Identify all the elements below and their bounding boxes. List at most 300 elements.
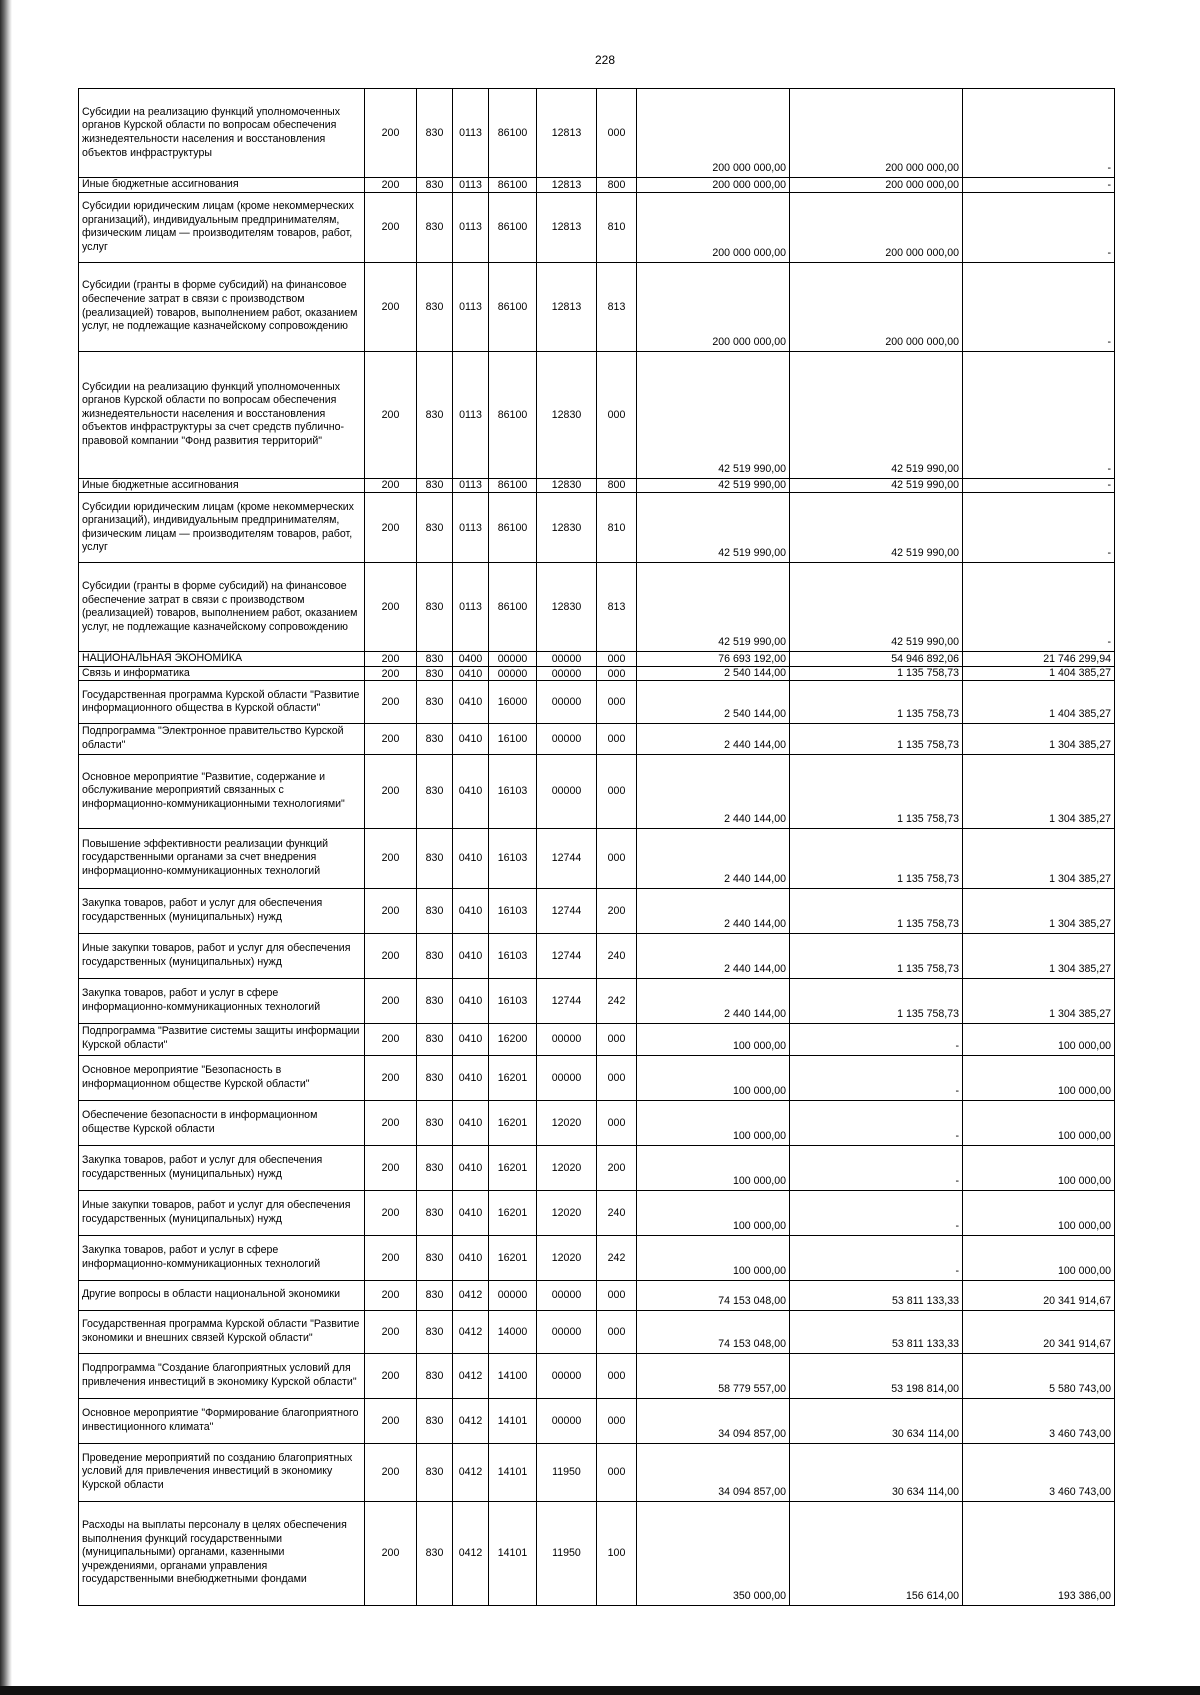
- amount-cell: 42 519 990,00: [637, 493, 790, 563]
- code-cell: 16103: [489, 978, 537, 1023]
- code-cell: 200: [597, 1145, 637, 1190]
- table-row: [79, 1501, 1115, 1605]
- amount-cell: 2 440 144,00: [637, 888, 790, 933]
- amount-cell: 1 135 758,73: [790, 681, 963, 724]
- code-cell: 86100: [489, 192, 537, 262]
- code-cell: 16000: [489, 681, 537, 724]
- code-cell: 830: [417, 1190, 453, 1235]
- code-cell: 86100: [489, 262, 537, 351]
- code-cell: 0412: [453, 1398, 489, 1443]
- table-row: [79, 1145, 1115, 1190]
- row-name-cell: Субсидии (гранты в форме субсидий) на финансовое обеспечение затрат в связи с производством (реализацией) товаров, выполнением работ, оказанием услуг, не подлежащие казначейскому сопровождению: [79, 262, 365, 351]
- amount-cell: 1 135 758,73: [790, 724, 963, 754]
- amount-cell: 193 386,00: [963, 1501, 1115, 1605]
- amount-cell: 30 634 114,00: [790, 1398, 963, 1443]
- table-row: [79, 563, 1115, 652]
- budget-table-body: [79, 89, 1115, 1606]
- row-name-cell: НАЦИОНАЛЬНАЯ ЭКОНОМИКА: [79, 652, 365, 667]
- code-cell: 0410: [453, 1055, 489, 1100]
- amount-cell: 200 000 000,00: [637, 262, 790, 351]
- amount-cell: 1 135 758,73: [790, 888, 963, 933]
- amount-cell: 20 341 914,67: [963, 1280, 1115, 1310]
- code-cell: 200: [365, 1443, 417, 1501]
- code-cell: 16201: [489, 1145, 537, 1190]
- amount-cell: 1 404 385,27: [963, 666, 1115, 681]
- table-row: [79, 89, 1115, 178]
- code-cell: 0410: [453, 1145, 489, 1190]
- table-row: [79, 652, 1115, 667]
- table-row: [79, 1055, 1115, 1100]
- amount-cell: 1 304 385,27: [963, 754, 1115, 828]
- code-cell: 0410: [453, 754, 489, 828]
- amount-cell: 20 341 914,67: [963, 1310, 1115, 1353]
- code-cell: 000: [597, 1023, 637, 1055]
- amount-cell: -: [790, 1100, 963, 1145]
- code-cell: 12813: [537, 262, 597, 351]
- code-cell: 200: [365, 1280, 417, 1310]
- amount-cell: -: [790, 1023, 963, 1055]
- row-name-cell: Обеспечение безопасности в информационном обществе Курской области: [79, 1100, 365, 1145]
- code-cell: 000: [597, 754, 637, 828]
- amount-cell: 100 000,00: [963, 1055, 1115, 1100]
- code-cell: 240: [597, 933, 637, 978]
- amount-cell: 34 094 857,00: [637, 1443, 790, 1501]
- code-cell: 000: [597, 1443, 637, 1501]
- amount-cell: 100 000,00: [963, 1235, 1115, 1280]
- code-cell: 242: [597, 1235, 637, 1280]
- code-cell: 000: [597, 351, 637, 478]
- code-cell: 00000: [537, 1398, 597, 1443]
- code-cell: 800: [597, 478, 637, 493]
- amount-cell: 156 614,00: [790, 1501, 963, 1605]
- code-cell: 000: [597, 681, 637, 724]
- code-cell: 830: [417, 1235, 453, 1280]
- amount-cell: 74 153 048,00: [637, 1280, 790, 1310]
- amount-cell: -: [963, 493, 1115, 563]
- code-cell: 0113: [453, 89, 489, 178]
- table-row: [79, 262, 1115, 351]
- code-cell: 00000: [537, 652, 597, 667]
- code-cell: 000: [597, 1280, 637, 1310]
- code-cell: 16201: [489, 1235, 537, 1280]
- amount-cell: 1 304 385,27: [963, 888, 1115, 933]
- amount-cell: -: [963, 262, 1115, 351]
- amount-cell: 100 000,00: [963, 1100, 1115, 1145]
- code-cell: 200: [365, 1310, 417, 1353]
- amount-cell: -: [790, 1145, 963, 1190]
- amount-cell: 100 000,00: [637, 1055, 790, 1100]
- code-cell: 830: [417, 1100, 453, 1145]
- amount-cell: 100 000,00: [637, 1235, 790, 1280]
- table-row: [79, 1100, 1115, 1145]
- code-cell: 830: [417, 1145, 453, 1190]
- code-cell: 0410: [453, 978, 489, 1023]
- code-cell: 0410: [453, 724, 489, 754]
- code-cell: 0410: [453, 681, 489, 724]
- code-cell: 830: [417, 754, 453, 828]
- amount-cell: 53 811 133,33: [790, 1310, 963, 1353]
- code-cell: 0113: [453, 192, 489, 262]
- amount-cell: 100 000,00: [637, 1023, 790, 1055]
- code-cell: 86100: [489, 89, 537, 178]
- code-cell: 200: [365, 1398, 417, 1443]
- amount-cell: 100 000,00: [637, 1145, 790, 1190]
- code-cell: 0410: [453, 666, 489, 681]
- code-cell: 830: [417, 724, 453, 754]
- amount-cell: 200 000 000,00: [790, 178, 963, 193]
- code-cell: 830: [417, 652, 453, 667]
- code-cell: 86100: [489, 351, 537, 478]
- code-cell: 240: [597, 1190, 637, 1235]
- row-name-cell: Субсидии юридическим лицам (кроме некоммерческих организаций), индивидуальным предпринимателям, физическим лицам — производителям товаров, работ, услуг: [79, 493, 365, 563]
- amount-cell: 100 000,00: [963, 1145, 1115, 1190]
- code-cell: 11950: [537, 1443, 597, 1501]
- row-name-cell: Основное мероприятие "Безопасность в информационном обществе Курской области": [79, 1055, 365, 1100]
- amount-cell: 1 135 758,73: [790, 666, 963, 681]
- row-name-cell: Подпрограмма "Развитие системы защиты информации Курской области": [79, 1023, 365, 1055]
- code-cell: 200: [365, 652, 417, 667]
- table-row: [79, 754, 1115, 828]
- table-row: [79, 1190, 1115, 1235]
- code-cell: 830: [417, 1501, 453, 1605]
- amount-cell: 2 440 144,00: [637, 754, 790, 828]
- code-cell: 00000: [489, 652, 537, 667]
- table-row: [79, 1310, 1115, 1353]
- code-cell: 830: [417, 1353, 453, 1398]
- table-row: [79, 1398, 1115, 1443]
- code-cell: 16201: [489, 1055, 537, 1100]
- code-cell: 00000: [537, 681, 597, 724]
- amount-cell: -: [790, 1190, 963, 1235]
- code-cell: 0410: [453, 1235, 489, 1280]
- code-cell: 830: [417, 262, 453, 351]
- code-cell: 200: [365, 1353, 417, 1398]
- amount-cell: 1 304 385,27: [963, 978, 1115, 1023]
- amount-cell: 200 000 000,00: [790, 262, 963, 351]
- code-cell: 0412: [453, 1443, 489, 1501]
- amount-cell: -: [963, 192, 1115, 262]
- code-cell: 12830: [537, 351, 597, 478]
- amount-cell: 54 946 892,06: [790, 652, 963, 667]
- table-row: [79, 681, 1115, 724]
- code-cell: 14100: [489, 1353, 537, 1398]
- row-name-cell: Субсидии на реализацию функций уполномоченных органов Курской области по вопросам обеспечения жизнедеятельности населения и восстановления объектов инфраструктуры за счет средств публично-правовой компании "Фонд развития территорий": [79, 351, 365, 478]
- code-cell: 200: [365, 1190, 417, 1235]
- code-cell: 12830: [537, 478, 597, 493]
- amount-cell: 200 000 000,00: [790, 89, 963, 178]
- amount-cell: 200 000 000,00: [637, 89, 790, 178]
- code-cell: 100: [597, 1501, 637, 1605]
- code-cell: 830: [417, 978, 453, 1023]
- code-cell: 12830: [537, 563, 597, 652]
- code-cell: 00000: [537, 1353, 597, 1398]
- code-cell: 00000: [537, 1023, 597, 1055]
- code-cell: 0412: [453, 1501, 489, 1605]
- code-cell: 0410: [453, 1190, 489, 1235]
- row-name-cell: Государственная программа Курской области "Развитие экономики и внешних связей Курской области": [79, 1310, 365, 1353]
- code-cell: 830: [417, 192, 453, 262]
- code-cell: 0113: [453, 563, 489, 652]
- code-cell: 242: [597, 978, 637, 1023]
- code-cell: 16103: [489, 888, 537, 933]
- code-cell: 813: [597, 563, 637, 652]
- table-row: [79, 1023, 1115, 1055]
- code-cell: 16103: [489, 828, 537, 888]
- code-cell: 12020: [537, 1145, 597, 1190]
- code-cell: 16100: [489, 724, 537, 754]
- amount-cell: 74 153 048,00: [637, 1310, 790, 1353]
- amount-cell: 42 519 990,00: [790, 351, 963, 478]
- code-cell: 0113: [453, 351, 489, 478]
- row-name-cell: Закупка товаров, работ и услуг в сфере информационно-коммуникационных технологий: [79, 978, 365, 1023]
- row-name-cell: Расходы на выплаты персоналу в целях обеспечения выполнения функций государственными (муниципальными) органами, казенными учреждениями, органами управления государственными внебюджетными фондами: [79, 1501, 365, 1605]
- amount-cell: 42 519 990,00: [637, 351, 790, 478]
- code-cell: 000: [597, 1310, 637, 1353]
- amount-cell: 100 000,00: [637, 1190, 790, 1235]
- row-name-cell: Государственная программа Курской области "Развитие информационного общества в Курской области": [79, 681, 365, 724]
- code-cell: 86100: [489, 563, 537, 652]
- code-cell: 12744: [537, 978, 597, 1023]
- code-cell: 830: [417, 933, 453, 978]
- code-cell: 200: [365, 666, 417, 681]
- code-cell: 12813: [537, 178, 597, 193]
- code-cell: 200: [365, 978, 417, 1023]
- row-name-cell: Иные бюджетные ассигнования: [79, 178, 365, 193]
- code-cell: 00000: [489, 1280, 537, 1310]
- row-name-cell: Субсидии юридическим лицам (кроме некоммерческих организаций), индивидуальным предпринимателям, физическим лицам — производителям товаров, работ, услуг: [79, 192, 365, 262]
- table-row: [79, 1443, 1115, 1501]
- amount-cell: 1 135 758,73: [790, 978, 963, 1023]
- table-row: [79, 1235, 1115, 1280]
- code-cell: 830: [417, 1055, 453, 1100]
- code-cell: 00000: [537, 754, 597, 828]
- table-row: [79, 978, 1115, 1023]
- code-cell: 000: [597, 666, 637, 681]
- code-cell: 12830: [537, 493, 597, 563]
- table-row: [79, 888, 1115, 933]
- amount-cell: 53 811 133,33: [790, 1280, 963, 1310]
- code-cell: 830: [417, 1443, 453, 1501]
- amount-cell: 42 519 990,00: [790, 493, 963, 563]
- row-name-cell: Основное мероприятие "Формирование благоприятного инвестиционного климата": [79, 1398, 365, 1443]
- row-name-cell: Закупка товаров, работ и услуг для обеспечения государственных (муниципальных) нужд: [79, 1145, 365, 1190]
- code-cell: 00000: [537, 1055, 597, 1100]
- amount-cell: 1 404 385,27: [963, 681, 1115, 724]
- code-cell: 200: [365, 178, 417, 193]
- code-cell: 000: [597, 1100, 637, 1145]
- code-cell: 86100: [489, 478, 537, 493]
- amount-cell: 350 000,00: [637, 1501, 790, 1605]
- code-cell: 14101: [489, 1501, 537, 1605]
- page-number: 228: [594, 53, 616, 67]
- table-row: [79, 178, 1115, 193]
- code-cell: 14000: [489, 1310, 537, 1353]
- code-cell: 16200: [489, 1023, 537, 1055]
- amount-cell: 2 540 144,00: [637, 666, 790, 681]
- row-name-cell: Другие вопросы в области национальной экономики: [79, 1280, 365, 1310]
- code-cell: 0113: [453, 262, 489, 351]
- code-cell: 200: [365, 262, 417, 351]
- code-cell: 830: [417, 351, 453, 478]
- code-cell: 830: [417, 888, 453, 933]
- code-cell: 16201: [489, 1190, 537, 1235]
- code-cell: 000: [597, 652, 637, 667]
- code-cell: 200: [365, 933, 417, 978]
- amount-cell: 2 440 144,00: [637, 724, 790, 754]
- code-cell: 000: [597, 828, 637, 888]
- table-row: [79, 666, 1115, 681]
- code-cell: 14101: [489, 1398, 537, 1443]
- code-cell: 800: [597, 178, 637, 193]
- code-cell: 0410: [453, 933, 489, 978]
- amount-cell: 21 746 299,94: [963, 652, 1115, 667]
- code-cell: 813: [597, 262, 637, 351]
- amount-cell: 1 135 758,73: [790, 828, 963, 888]
- code-cell: 830: [417, 1280, 453, 1310]
- table-row: [79, 933, 1115, 978]
- code-cell: 86100: [489, 178, 537, 193]
- table-row: [79, 828, 1115, 888]
- code-cell: 16103: [489, 933, 537, 978]
- code-cell: 830: [417, 681, 453, 724]
- code-cell: 830: [417, 563, 453, 652]
- code-cell: 00000: [537, 1280, 597, 1310]
- row-name-cell: Иные бюджетные ассигнования: [79, 478, 365, 493]
- code-cell: 00000: [537, 1310, 597, 1353]
- code-cell: 830: [417, 828, 453, 888]
- code-cell: 0410: [453, 1023, 489, 1055]
- code-cell: 0410: [453, 828, 489, 888]
- amount-cell: 1 304 385,27: [963, 724, 1115, 754]
- code-cell: 830: [417, 1398, 453, 1443]
- amount-cell: 42 519 990,00: [637, 563, 790, 652]
- code-cell: 00000: [537, 724, 597, 754]
- code-cell: 14101: [489, 1443, 537, 1501]
- code-cell: 200: [365, 724, 417, 754]
- code-cell: 12020: [537, 1235, 597, 1280]
- code-cell: 000: [597, 1398, 637, 1443]
- table-row: [79, 493, 1115, 563]
- row-name-cell: Связь и информатика: [79, 666, 365, 681]
- code-cell: 200: [365, 563, 417, 652]
- code-cell: 200: [365, 1055, 417, 1100]
- amount-cell: 76 693 192,00: [637, 652, 790, 667]
- code-cell: 12744: [537, 888, 597, 933]
- amount-cell: 100 000,00: [637, 1100, 790, 1145]
- amount-cell: 1 135 758,73: [790, 754, 963, 828]
- amount-cell: 100 000,00: [963, 1023, 1115, 1055]
- row-name-cell: Подпрограмма "Электронное правительство Курской области": [79, 724, 365, 754]
- amount-cell: -: [963, 89, 1115, 178]
- code-cell: 000: [597, 1353, 637, 1398]
- code-cell: 0113: [453, 493, 489, 563]
- amount-cell: 100 000,00: [963, 1190, 1115, 1235]
- amount-cell: 200 000 000,00: [637, 192, 790, 262]
- code-cell: 12813: [537, 192, 597, 262]
- table-row: [79, 1280, 1115, 1310]
- table-row: [79, 724, 1115, 754]
- code-cell: 200: [365, 888, 417, 933]
- budget-table: [78, 88, 1115, 1606]
- scan-bottom-edge: [0, 1686, 1200, 1695]
- amount-cell: -: [790, 1055, 963, 1100]
- row-name-cell: Иные закупки товаров, работ и услуг для обеспечения государственных (муниципальных) нужд: [79, 1190, 365, 1235]
- code-cell: 830: [417, 89, 453, 178]
- amount-cell: 53 198 814,00: [790, 1353, 963, 1398]
- code-cell: 200: [365, 478, 417, 493]
- table-row: [79, 1353, 1115, 1398]
- amount-cell: 42 519 990,00: [637, 478, 790, 493]
- code-cell: 16103: [489, 754, 537, 828]
- code-cell: 830: [417, 1310, 453, 1353]
- row-name-cell: Субсидии на реализацию функций уполномоченных органов Курской области по вопросам обеспечения жизнедеятельности населения и восстановления объектов инфраструктуры: [79, 89, 365, 178]
- row-name-cell: Субсидии (гранты в форме субсидий) на финансовое обеспечение затрат в связи с производством (реализацией) товаров, выполнением работ, оказанием услуг, не подлежащие казначейскому сопровождению: [79, 563, 365, 652]
- amount-cell: 2 540 144,00: [637, 681, 790, 724]
- row-name-cell: Закупка товаров, работ и услуг в сфере информационно-коммуникационных технологий: [79, 1235, 365, 1280]
- code-cell: 0412: [453, 1280, 489, 1310]
- code-cell: 000: [597, 1055, 637, 1100]
- code-cell: 16201: [489, 1100, 537, 1145]
- code-cell: 0113: [453, 178, 489, 193]
- amount-cell: -: [963, 478, 1115, 493]
- amount-cell: 34 094 857,00: [637, 1398, 790, 1443]
- amount-cell: 42 519 990,00: [790, 478, 963, 493]
- code-cell: 830: [417, 1023, 453, 1055]
- code-cell: 0412: [453, 1353, 489, 1398]
- code-cell: 200: [365, 828, 417, 888]
- amount-cell: -: [790, 1235, 963, 1280]
- amount-cell: 30 634 114,00: [790, 1443, 963, 1501]
- code-cell: 830: [417, 178, 453, 193]
- code-cell: 000: [597, 724, 637, 754]
- amount-cell: 42 519 990,00: [790, 563, 963, 652]
- amount-cell: 200 000 000,00: [790, 192, 963, 262]
- code-cell: 200: [365, 1235, 417, 1280]
- amount-cell: 5 580 743,00: [963, 1353, 1115, 1398]
- code-cell: 0410: [453, 888, 489, 933]
- code-cell: 200: [365, 351, 417, 478]
- row-name-cell: Основное мероприятие "Развитие, содержание и обслуживание мероприятий связанных с информационно-коммуникационными технологиями": [79, 754, 365, 828]
- code-cell: 200: [365, 1100, 417, 1145]
- table-row: [79, 351, 1115, 478]
- code-cell: 200: [365, 1023, 417, 1055]
- code-cell: 200: [365, 754, 417, 828]
- amount-cell: 200 000 000,00: [637, 178, 790, 193]
- code-cell: 00000: [489, 666, 537, 681]
- code-cell: 86100: [489, 493, 537, 563]
- code-cell: 200: [365, 192, 417, 262]
- amount-cell: 2 440 144,00: [637, 933, 790, 978]
- code-cell: 0410: [453, 1100, 489, 1145]
- row-name-cell: Закупка товаров, работ и услуг для обеспечения государственных (муниципальных) нужд: [79, 888, 365, 933]
- code-cell: 830: [417, 666, 453, 681]
- amount-cell: -: [963, 563, 1115, 652]
- amount-cell: 58 779 557,00: [637, 1353, 790, 1398]
- code-cell: 830: [417, 493, 453, 563]
- row-name-cell: Проведение мероприятий по созданию благоприятных условий для привлечения инвестиций в экономику Курской области: [79, 1443, 365, 1501]
- code-cell: 12744: [537, 828, 597, 888]
- code-cell: 0113: [453, 478, 489, 493]
- table-row: [79, 192, 1115, 262]
- code-cell: 0412: [453, 1310, 489, 1353]
- code-cell: 200: [597, 888, 637, 933]
- amount-cell: 1 304 385,27: [963, 828, 1115, 888]
- code-cell: 810: [597, 192, 637, 262]
- amount-cell: -: [963, 178, 1115, 193]
- table-row: [79, 478, 1115, 493]
- row-name-cell: Подпрограмма "Создание благоприятных условий для привлечения инвестиций в экономику Курской области": [79, 1353, 365, 1398]
- code-cell: 12813: [537, 89, 597, 178]
